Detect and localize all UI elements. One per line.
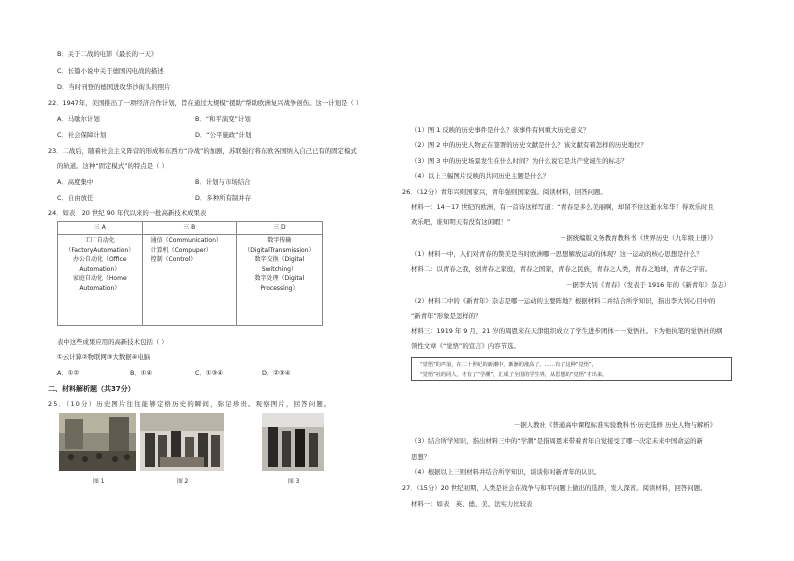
table-header: 三 B (142, 222, 236, 235)
table-cell-d: 数字传输 （DigitalTransmission） 数字交换（Digital Switching） 数字处理（Digital Processing） (236, 235, 322, 326)
q24-option-c: C．①③④ (195, 369, 224, 377)
q22-option-d: D．“公平施政”计划 (195, 131, 252, 139)
q21-option-d: D．当时刊登的德国进攻华沙街头的照片 (57, 83, 171, 91)
quote-line-2: “觉悟”社的同人，才有了“学潮”，汇成了全国的学生界，从思想的“觉悟”才出来。 (420, 372, 608, 378)
material-2-source: －据李大钊《青春》（发表于 1916 年的《新青年》杂志） (566, 281, 731, 289)
q27-stem: 27．（15分）20 世纪初期，人类是社会在战争与和平问题上做出的选择，发人深省。阅读材料，回答问题。 (402, 484, 707, 492)
q24-option-b: B．①④ (130, 369, 153, 377)
table-header: 三 D (236, 222, 322, 235)
q26-sub-2-line1: （2）材料二中的《新青年》杂志是哪一运动的主要阵地？根据材料二并结合所学知识，指出李大钊心目中的 (411, 297, 716, 305)
q22-stem: 22．1947年，美国推出了一项经济合作计划，旨在通过大规模“援助”帮助欧洲复兴战争创伤。这一计划是（ ） (48, 99, 363, 107)
material-3-line2: 领性文章《“觉悟”的宣言》内容节选。 (411, 342, 520, 350)
q22-option-b: B．“和平演变”计划 (195, 115, 251, 123)
q22-option-a: A．马歇尔计划 (57, 115, 100, 123)
q26-sub-3-line1: （3）结合所学知识，指出材料三中的“学潮”是指周恩来带着青年自觉接受了哪一决定未来中国命运的新 (411, 437, 703, 445)
caption-figure-2: 图 2 (177, 479, 189, 485)
material-3-line1: 材料三：1919 年 9 月，21 岁的周恩来在天津组织成立了学生进步团体－－觉悟社。下为他执笔的觉悟社的纲 (411, 327, 723, 335)
table-header: 三 A (58, 222, 143, 235)
q23-stem-line1: 23．二战后，随着社会主义阵营的形成和东西方“冷战”的加剧，苏联强行将东欧各国纳入自己已有的固定模式 (48, 147, 357, 155)
q24-option-d: D．②③④ (262, 369, 291, 377)
q23-option-c: C．自由放任 (57, 194, 94, 202)
q25-sub-1: （1）图 1 反映的历史事件是什么？该事件有何重大历史意义？ (411, 126, 590, 134)
caption-figure-3: 图 3 (288, 479, 300, 485)
q24-items: ①云计算②物联网③大数据④电脑 (57, 353, 151, 361)
q26-sub-3-line2: 思想？ (411, 453, 431, 461)
q21-option-c: C．长篇小说中关于德国闪电战的描述 (57, 67, 164, 75)
q25-stem: 25．（10分）历史图片往往能够定格历史的瞬间，弥足珍贵。观察图片，回答问题。 (48, 400, 332, 408)
q26-sub-2-line2: “新青年”形象是怎样的？ (411, 312, 482, 320)
q25-sub-4: （4）以上三幅图片反映的共同历史主题是什么？ (411, 172, 550, 180)
q23-stem-line2: 的轨道。这种“固定模式”的特点是（ ） (57, 162, 168, 170)
q23-option-b: B．计划与市场结合 (195, 178, 251, 186)
q25-sub-3: （3）图 3 中的历史场景发生在什么时间？为什么说它是共产党诞生的标志？ (411, 157, 628, 165)
material-1-source: －据统编版义务教育教科书《世界历史（九年级上册）》 (560, 234, 717, 242)
q24-after: 表中这些成果应用的高新技术包括（ ） (57, 338, 168, 346)
material-2: 材料二：以青春之我，创青春之家庭，青春之国家，青春之民族，青春之人类，青春之地球，青春之宇宙。 (411, 265, 712, 273)
q23-option-a: A．高度集中 (57, 178, 94, 186)
material-1-line2: 欢乐吧，谁知明天有没有这闲暇！” (411, 218, 511, 226)
material-3-quote-box (411, 357, 732, 381)
q23-option-d: D．多种所有制并存 (195, 194, 252, 202)
q22-option-c: C．社会保障计划 (57, 131, 107, 139)
table-cell-a: 工厂自动化 （FactoryAutomation） 办公自动化（Office Automation） 家庭自动化（Home Automation） (58, 235, 143, 326)
tech-achievements-table (57, 221, 323, 326)
quote-line-1: “觉悟”的声浪，在二十世纪的新潮中，渐渐的涨高了。……有了这种“觉悟”， (420, 362, 597, 368)
caption-figure-1: 图 1 (93, 479, 105, 485)
q21-option-b: B．关于二战的电影《最长的一天》 (57, 50, 158, 58)
q26-sub-4: （4）根据以上三则材料并结合所学知识，谈谈你对新青年的认识。 (411, 468, 601, 476)
table-cell-b: 通信（Communication） 计算机（Compuper） 控制（Control） (142, 235, 236, 326)
photo-figure-3 (262, 413, 324, 471)
photo-figure-1 (59, 413, 136, 471)
q26-stem: 26．（12分）青年兴则国家兴，青年强则国家强。阅读材料，回答问题。 (402, 188, 607, 196)
material-1-line1: 材料一：14－17 世纪的欧洲，有一首诗这样写道：“青春是多么美丽啊，却留不住这逝水年华！得欢乐时且 (411, 203, 714, 211)
section-title-material: 二、材料解析题（共37分） (48, 385, 135, 393)
q27-material-1: 材料一：如表 英、德、美、法实力比较表 (411, 500, 533, 508)
photo-figure-2 (140, 413, 224, 471)
q24-stem: 24．如表 20 世纪 90 年代以来的一批高新技术成果表 (48, 209, 207, 217)
q24-option-a: A．①② (57, 369, 80, 377)
q26-sub-1: （1）材料一中，人们对青春的赞美是当时欧洲哪一思想解放运动的体现？这一运动的核心思想是什么？ (411, 250, 703, 258)
material-3-source: －据人教社《普通高中课程标准实验教科书·历史选修 历史人物与解析》 (514, 421, 717, 429)
q25-sub-2: （2）图 2 中的历史人物正在签署的历史文献是什么？该文献有着怎样的历史地位？ (411, 141, 647, 149)
